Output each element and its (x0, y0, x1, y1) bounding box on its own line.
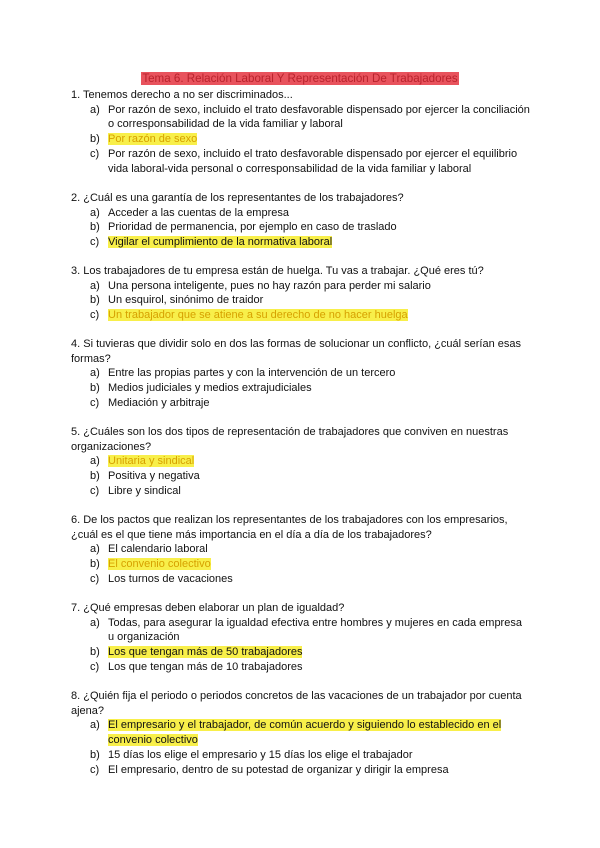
option-text: Positiva y negativa (108, 470, 200, 483)
question-1 (71, 88, 531, 176)
option-text: Entre las propias partes y con la intervención de un tercero (108, 367, 396, 380)
question-stem: 7. ¿Qué empresas deben elaborar un plan de igualdad? (71, 602, 345, 614)
option-c: c) Vigilar el cumplimiento de la normativa laboral (90, 236, 333, 249)
option-c: c) Un trabajador que se atiene a su derecho de no hacer huelga (90, 309, 408, 322)
option-text-highlighted: Unitaria y sindical (108, 455, 195, 468)
option-c: c) Mediación y arbitraje (90, 396, 210, 409)
option-a: a) Unitaria y sindical (90, 455, 195, 468)
option-text: 15 días los elige el empresario y 15 días los elige el trabajador (108, 748, 413, 761)
option-text-highlighted: Por razón de sexo (108, 133, 198, 146)
question-stem: 8. ¿Quién fija el periodo o periodos concretos de las vacaciones de un trabajador por cuenta ajena? (71, 690, 522, 717)
option-text: El calendario laboral (108, 543, 208, 556)
option-text-highlighted: Un trabajador que se atiene a su derecho de no hacer huelga (108, 309, 408, 322)
question-2 (71, 191, 531, 250)
option-a: a) El calendario laboral (90, 543, 208, 556)
option-c: c) El empresario, dentro de su potestad de organizar y dirigir la empresa (90, 763, 449, 776)
option-a: a) El empresario y el trabajador, de común acuerdo y siguiendo lo establecido en el convenio colectivo (90, 719, 502, 747)
question-stem: 3. Los trabajadores de tu empresa están de huelga. Tu vas a trabajar. ¿Qué eres tú? (71, 265, 484, 277)
question-7 (71, 601, 531, 675)
option-a: a) Acceder a las cuentas de la empresa (90, 206, 289, 219)
option-a: a) Una persona inteligente, pues no hay razón para perder mi salario (90, 279, 431, 292)
option-text-highlighted: Los que tengan más de 50 trabajadores (108, 646, 303, 659)
option-text: Mediación y arbitraje (108, 396, 210, 409)
question-6 (71, 513, 531, 587)
option-text: Acceder a las cuentas de la empresa (108, 206, 289, 219)
option-text: Medios judiciales y medios extrajudiciales (108, 382, 312, 395)
option-text: Por razón de sexo, incluido el trato desfavorable dispensado por ejercer la conciliación o corresponsabilidad de la vida familiar y laboral (108, 103, 530, 131)
option-text-highlighted: El empresario y el trabajador, de común acuerdo y siguiendo lo establecido en el convenio colectivo (108, 719, 502, 747)
question-stem: 6. De los pactos que realizan los representantes de los trabajadores con los empresarios, ¿cuál es el que tiene más importancia en el día a día de los trabajadores? (71, 514, 508, 541)
page-title (0, 71, 600, 86)
option-c: c) Por razón de sexo, incluido el trato desfavorable dispensado por ejercer el equilibrio vida laboral-vida personal o corresponsabilidad de la vida familiar y laboral (90, 147, 518, 175)
option-b: b) Un esquirol, sinónimo de traidor (90, 294, 264, 307)
question-stem: 5. ¿Cuáles son los dos tipos de representación de trabajadores que conviven en nuestras organizaciones? (71, 426, 509, 453)
option-c: c) Los que tengan más de 10 trabajadores (90, 660, 303, 673)
option-a: a) Por razón de sexo, incluido el trato desfavorable dispensado por ejercer la conciliación o corresponsabilidad de la vida familiar y laboral (90, 103, 530, 131)
question-stem: 1. Tenemos derecho a no ser discriminados... (71, 89, 293, 101)
option-text-highlighted: El convenio colectivo (108, 558, 211, 571)
title-text: Tema 6. Relación Laboral Y Representación De Trabajadores (142, 72, 458, 85)
question-stem: 4. Si tuvieras que dividir solo en dos las formas de solucionar un conflicto, ¿cuál serían esas formas? (71, 338, 522, 365)
option-text: Una persona inteligente, pues no hay razón para perder mi salario (108, 279, 431, 292)
question-5 (71, 425, 531, 499)
question-3 (71, 264, 531, 323)
option-text: Un esquirol, sinónimo de traidor (108, 294, 264, 307)
option-text: Prioridad de permanencia, por ejemplo en caso de traslado (108, 221, 397, 234)
option-a: a) Entre las propias partes y con la intervención de un tercero (90, 367, 396, 380)
option-c: c) Libre y sindical (90, 484, 181, 497)
option-c: c) Los turnos de vacaciones (90, 572, 233, 585)
option-b: b) Por razón de sexo (90, 133, 198, 146)
option-text-highlighted: Vigilar el cumplimiento de la normativa laboral (108, 236, 333, 249)
question-4 (71, 337, 531, 411)
option-b: b) El convenio colectivo (90, 558, 211, 571)
option-b: b) Medios judiciales y medios extrajudiciales (90, 382, 312, 395)
option-text: Libre y sindical (108, 484, 181, 497)
option-b: b) Los que tengan más de 50 trabajadores (90, 646, 303, 659)
option-b: b) 15 días los elige el empresario y 15 días los elige el trabajador (90, 748, 413, 761)
option-text: Los que tengan más de 10 trabajadores (108, 660, 303, 673)
option-b: b) Positiva y negativa (90, 470, 200, 483)
option-text: Por razón de sexo, incluido el trato desfavorable dispensado por ejercer el equilibrio vida laboral-vida personal o corresponsabilidad de la vida familiar y laboral (108, 147, 518, 175)
option-a: a) Todas, para asegurar la igualdad efectiva entre hombres y mujeres en cada empresa u organización (90, 616, 522, 644)
question-8 (71, 689, 531, 777)
option-b: b) Prioridad de permanencia, por ejemplo en caso de traslado (90, 221, 397, 234)
question-stem: 2. ¿Cuál es una garantía de los representantes de los trabajadores? (71, 192, 404, 204)
option-text: Los turnos de vacaciones (108, 572, 233, 585)
option-text: Todas, para asegurar la igualdad efectiva entre hombres y mujeres en cada empresa u organización (108, 616, 522, 644)
option-text: El empresario, dentro de su potestad de organizar y dirigir la empresa (108, 763, 449, 776)
